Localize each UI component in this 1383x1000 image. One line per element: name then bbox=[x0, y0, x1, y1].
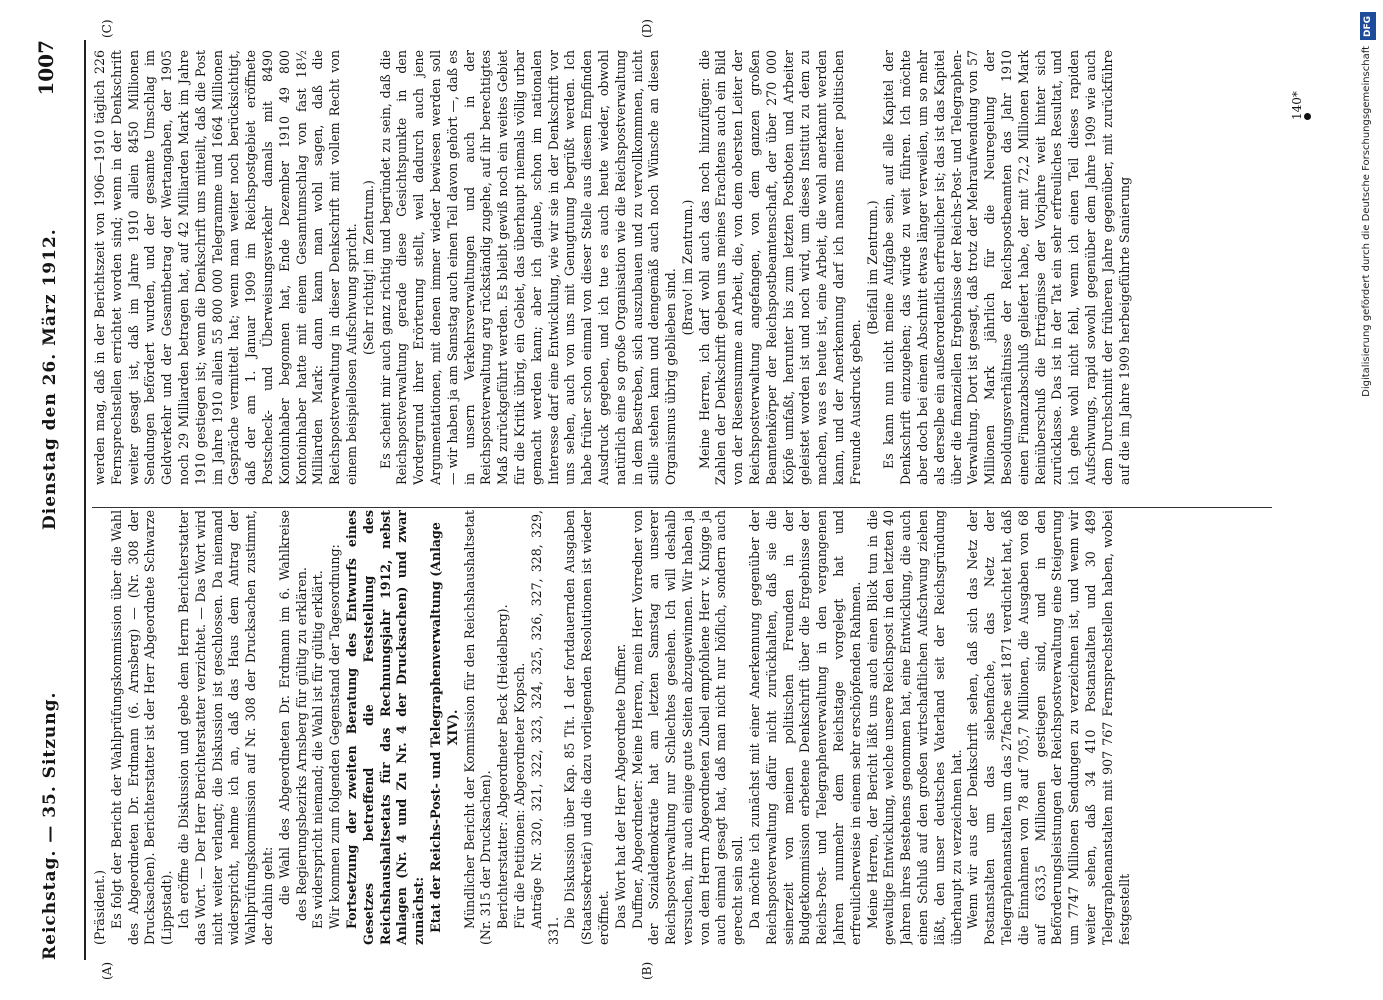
header-session: Reichstag. — 35. Sitzung. bbox=[40, 691, 60, 960]
margin-label-a: (A) bbox=[100, 961, 114, 980]
dfg-side-strip bbox=[1358, 6, 1380, 996]
margin-label-c: (C) bbox=[100, 19, 114, 38]
paragraph: Es folgt der Bericht der Wahlprüfungskommission über die Wahl des Abgeordneten Dr. Erdmann (6. Arnsberg) — (Nr. 308 der Drucksachen). Berichterstatter ist der Herr Abgeordnete Schwarze (Lippstadt). bbox=[108, 510, 175, 945]
speech-paragraph: Wenn wir aus der Denkschrift sehen, daß sich das Netz der Postanstalten um das siebenfache, das Netz der Telegraphenanstalten um das 27fache seit 1871 verdichtet hat, daß die Einnahmen von 78 auf 705,7 Millionen, die Ausgaben von 68 auf 633,5 Millionen gestiegen sind, und in den Beförderungsleistungen der Reichspostverwaltung eine Steigerung um 7747 Millionen Sendungen zu verzeichnen ist, und wenn wir weiter sehen, daß 34 410 Postanstalten und 30 489 Telegraphenanstalten mit 907 767 Fernsprechstellen haben, wobei festgestellt bbox=[965, 510, 1132, 945]
speech-paragraph: werden mag, daß in der Berichtszeit von 1906—1910 täglich 226 Fernsprechstellen errichtet worden sind; wenn in der Denkschrift weiter gesagt ist, daß im Jahre 1910 allein 8450 Millionen Sendungen befördert wurden, und der gesamte Umschlag im Geldverkehr und der Gesamtbetrag der Wertangaben, der 1905 noch 29 Milliarden betragen hat, auf 42 Milliarden Mark im Jahre 1910 gestiegen ist; wenn die Denkschrift uns mitteilt, daß die Post im Jahre 1910 allein 55 800 000 Telegramme und 1664 Millionen Gespräche vermittelt hat; wenn man weiter noch berücksichtigt, daß der am 1. Januar 1909 im Reichspostgebiet eröffnete Postscheck- und Überweisungsverkehr damals mit 8490 Kontoinhaber begonnen hat, Ende Dezember 1910 49 800 Kontoinhaber hatte mit einem Gesamtumschlag von fast 18½ Milliarden Mark: dann kann man wohl sagen, daß die Reichspostverwaltung in dieser Denkschrift mit vollem Recht von einem beispiellosen Aufschwung spricht. bbox=[92, 50, 359, 485]
speech-paragraph: Meine Herren, ich darf wohl auch das noch hinzufügen: die Zahlen der Denkschrift geben uns meines Erachtens auch ein Bild von der Riesensumme an Arbeit, die, von dem obersten Leiter der Reichspostverwaltung angefangen, von dem ganzen großen Beamtenkörper der Reichspostbeamtenschaft, der über 270 000 Köpfe umfaßt, herunter bis zum letzten Postboten und Arbeiter geleistet worden ist und noch wird, um dieses Institut zu dem zu machen, was es heute ist, eine Arbeit, die wohl anerkannt werden kann, und der Anerkennung darf ich namens meiner politischen Freunde Ausdruck geben. bbox=[696, 50, 863, 485]
interjection: (Sehr richtig! im Zentrum.) bbox=[360, 180, 376, 355]
paragraph: Berichterstatter: Abgeordneter Beck (Heidelberg). bbox=[495, 604, 511, 929]
paragraph: die Wahl des Abgeordneten Dr. Erdmann im 6. Wahlkreise des Regierungsbezirks Arnsberg für gültig zu erklären. bbox=[276, 510, 309, 921]
dfg-logo-icon: DFG bbox=[1360, 12, 1376, 40]
left-column bbox=[92, 510, 1292, 945]
right-column bbox=[92, 50, 1292, 485]
header-date: Dienstag den 26. März 1912. bbox=[40, 228, 60, 530]
speaker-tag: (Präsident.) bbox=[92, 869, 107, 945]
speech-paragraph: Es scheint mir auch ganz richtig und begründet zu sein, daß die Reichspostverwaltung gerade diese Gesichtspunkte in den Vordergrund ihrer Erörterung stellt, weil dadurch auch jene Argumentationen, mit denen immer wieder bewiesen werden soll — wir haben ja am Samstag auch einen Teil davon gehört —, daß es in unsern Verkehrsverwaltungen und auch in der Reichspostverwaltung arg rückständig zugehe, auf ihr berechtigtes Maß zurückgeführt werden. Es bleibt gewiß noch ein weites Gebiet für die Kritik übrig, ein Gebiet, das überhaupt niemals völlig urbar gemacht werden kann; aber ich glaube, schon im nationalen Interesse darf eine Entwicklung, wie wir sie in der Denkschrift vor uns sehen, auch von uns mit Genugtuung begrüßt werden. Ich habe früher schon einmal von dieser Stelle aus diesem Empfinden Ausdruck gegeben, und ich tue es auch heute wieder, obwohl natürlich eine so große Organisation wie die Reichspostverwaltung in dem Bestreben, sich auszubauen und zu vervollkommnen, nicht stille stehen kann und demgemäß auch noch Wünsche an diesen Organismus übrig geblieben sind. bbox=[377, 50, 679, 485]
paragraph: Es widerspricht niemand; die Wahl ist für gültig erklärt. bbox=[310, 570, 326, 929]
page-header bbox=[34, 40, 80, 960]
agenda-item: Fortsetzung der zweiten Beratung des Entwurfs eines Gesetzes betreffend die Feststellung des Reichshaushaltsetats für das Rechnungsjahr 1912, nebst Anlagen (Nr. 4 und Zu Nr. 4 der Drucksachen) und zwar zunächst: bbox=[343, 510, 427, 945]
paragraph: Mündlicher Bericht der Kommission für den Reichshaushaltsetat (Nr. 315 der Drucksachen). bbox=[461, 510, 494, 945]
speech-paragraph: Es kann nun nicht meine Aufgabe sein, auf alle Kapitel der Denkschrift einzugehen; das würde zu weit führen. Ich möchte aber doch bei einem Abschnitt etwas länger verweilen, um so mehr als derselbe ein außerordentlich erfreulicher ist; das ist das Kapitel über die finanziellen Ergebnisse der Reichs-Post- und Telegraphen-Verwaltung. Dort ist gesagt, daß trotz der Mehraufwendung von 57 Millionen Mark jährlich für die Neuregelung der Besoldungsverhältnisse der Reichspostbeamten das Jahr 1910 einen Finanzabschluß geliefert habe, der mit 72,2 Millionen Mark Reinüberschuß die Erträgnisse der Vorjahre weit hinter sich zurücklasse. Das ist in der Tat ein sehr erfreuliches Resultat, und ich gehe wohl nicht fehl, wenn ich einen Teil dieses rapiden Aufschwungs, rapid sowohl gegenüber dem Jahre 1909 wie auch dem Durchschnitt der früheren Jahre gegenüber, mit zurückführe auf die im Jahre 1909 herbeigeführte Sanierung bbox=[881, 50, 1132, 485]
header-rule bbox=[84, 40, 86, 960]
paragraph: Anträge Nr. 320, 321, 322, 323, 324, 325, 326, 327, 328, 329, 331. bbox=[528, 510, 561, 945]
column-separator bbox=[92, 507, 1272, 508]
interjection: (Bravo! im Zentrum.) bbox=[679, 199, 695, 336]
speech-paragraph: Duffner, Abgeordneter: Meine Herren, mein Herr Vorredner von der Sozialdemokratie hat am letzten Samstag an unserer Reichspostverwaltung nur Schlechtes gesehen. Ich will deshalb versuchen, ihr auch einige gute Seiten abzugewinnen. Wir haben ja von dem Herrn Abgeordneten Zubeil empfohlene Herr v. Knigge ja auch einmal gesagt hat, daß man nicht nur höflich, sondern auch gerecht sein soll. bbox=[629, 510, 746, 945]
page-number: 1007 bbox=[34, 40, 58, 96]
margin-label-b: (B) bbox=[640, 961, 654, 980]
paragraph: Ich eröffne die Diskussion und gebe dem Herrn Berichterstatter das Wort. — Der Herr Berichterstatter verzichtet. — Das Wort wird nicht weiter verlangt; die Diskussion ist geschlossen. Da niemand widerspricht, nehme ich an, daß das Haus dem Antrag der Wahlprüfungskommission auf Nr. 308 der Drucksachen zustimmt, der dahin geht: bbox=[175, 510, 275, 945]
paragraph: Für die Petitionen: Abgeordneter Kopsch. bbox=[511, 662, 527, 929]
dfg-credit-text: Digitalisierung gefördert durch die Deutsche Forschungsgemeinschaft bbox=[1361, 46, 1372, 397]
ink-dot bbox=[1304, 113, 1311, 120]
paragraph: Das Wort hat der Herr Abgeordnete Duffner. bbox=[612, 643, 628, 929]
margin-label-d: (D) bbox=[640, 19, 654, 38]
agenda-title: Etat der Reichs-Post- und Telegraphenverwaltung (Anlage XIV). bbox=[427, 522, 460, 933]
speech-paragraph: Meine Herren, der Bericht läßt uns auch einen Blick tun in die gewaltige Entwicklung, welche unsere Reichspost in den letzten 40 Jahren ihres Bestehens genommen hat, eine Entwicklung, die auch einen Schluß auf den großen wirtschaftlichen Aufschwung ziehen läßt, den unser deutsches Vaterland seit der Reichsgründung überhaupt zu verzeichnen hat. bbox=[864, 510, 964, 945]
signature-mark: 140* bbox=[1290, 91, 1304, 120]
paragraph: Wir kommen zum folgenden Gegenstand der Tagesordnung: bbox=[327, 544, 343, 929]
interjection: (Beifall im Zentrum.) bbox=[864, 200, 880, 335]
paragraph: Die Diskussion über Kap. 85 Tit. 1 der fortdauernden Ausgaben (Staatssekretär) und die dazu vorliegenden Resolutionen ist wieder eröffnet. bbox=[562, 510, 611, 945]
speech-paragraph: Da möchte ich zunächst mit einer Anerkennung gegenüber der Reichspostverwaltung dafür nicht zurückhalten, daß sie die seinerzeit von meinen politischen Freunden in der Budgetkommission erbetene Denkschrift über die Ergebnisse der Reichs-Post- und Telegraphenverwaltung in den vergangenen Jahren nunmehr dem Reichstage vorgelegt hat und erfreulicherweise in einem sehr erschöpfenden Rahmen. bbox=[747, 510, 863, 945]
